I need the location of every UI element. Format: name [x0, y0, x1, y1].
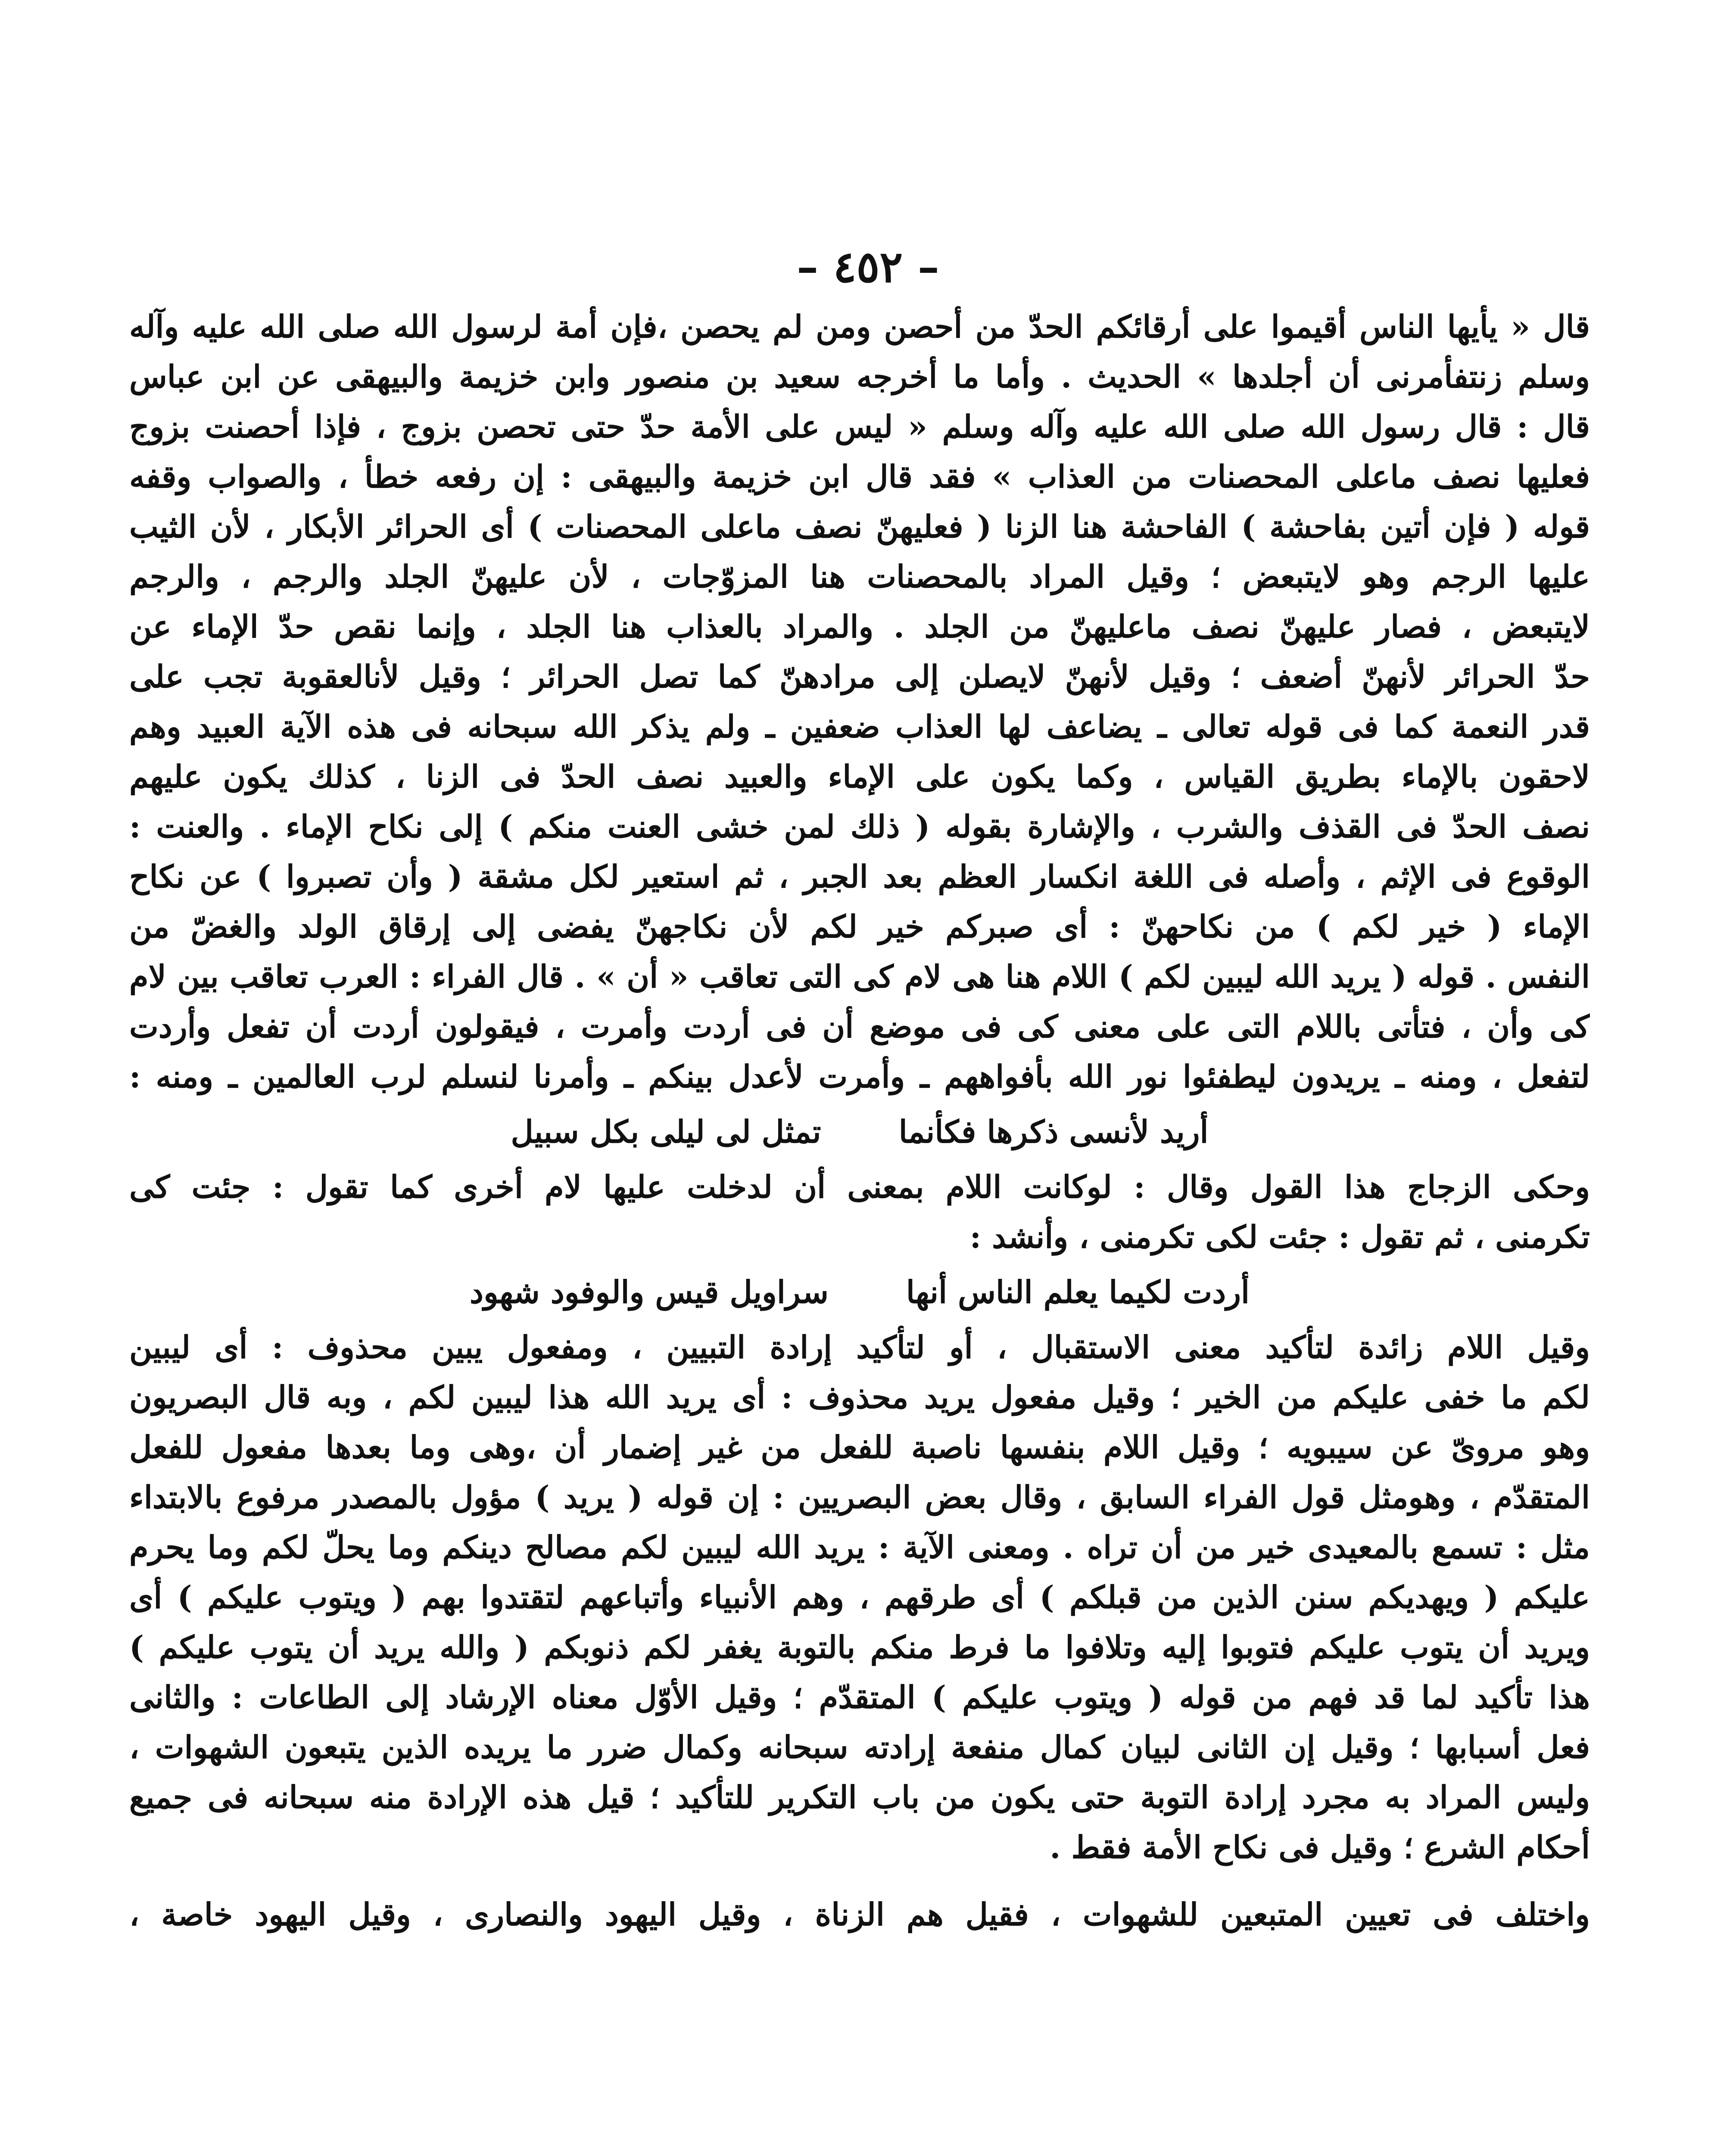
poetry-verse-1 — [129, 1102, 1590, 1162]
text-line: الإماء ( خير لكم ) من نكاحهنّ : أى صبركم خير لكم لأن نكاجهنّ يفضى إلى إرقاق الولد والغضّ من — [129, 908, 1590, 945]
text-line: النفس . قوله ( يريد الله ليبين لكم ) اللام هنا هى لام كى التى تعاقب « أن » . قال الفراء : العرب تعاقب بين لام — [129, 958, 1590, 995]
text-line: وحكى الزجاج هذا القول وقال : لوكانت اللام بمعنى أن لدخلت عليها لام أخرى كما تقول : جئت كى — [129, 1168, 1590, 1205]
text-line: ويريد أن يتوب عليكم فتوبوا إليه وتلافوا ما فرط منكم بالتوبة يغفر لكم ذنوبكم ( والله يريد أن يتوب عليكم ) — [129, 1629, 1590, 1665]
verse-first-hemistich: أردت لكيما يعلم الناس أنها — [906, 1274, 1250, 1310]
paragraph-gap — [129, 1872, 1590, 1890]
text-line: لايتبعض ، فصار عليهنّ نصف ماعليهنّ من الجلد . والمراد بالعذاب هنا الجلد ، وإنما نقص حدّ الإماء عن — [129, 608, 1590, 645]
paragraph-block-1 — [129, 302, 1590, 1940]
text-line: لاحقون بالإماء بطريق القياس ، وكما يكون على الإماء والعبيد نصف الحدّ فى الزنا ، كذلك يكون عليهم — [129, 758, 1590, 795]
text-line: عليها الرجم وهو لايتبعض ؛ وقيل المراد بالمحصنات هنا المزوّجات ، لأن عليهنّ الجلد والرجم ، والرجم — [129, 558, 1590, 595]
text-line: لتفعل ، ومنه ـ يريدون ليطفئوا نور الله بأفواههم ـ وأمرت لأعدل بينكم ـ وأمرنا لنسلم لرب العالمين ـ ومنه : — [129, 1058, 1590, 1095]
text-line: لكم ما خفى عليكم من الخير ؛ وقيل مفعول يريد محذوف : أى يريد الله هذا ليبين لكم ، وبه قال البصريون — [129, 1379, 1590, 1415]
text-line: عليكم ( ويهديكم سنن الذين من قبلكم ) أى طرقهم ، وهم الأنبياء وأتباعهم لتقتدوا بهم ( ويتوب عليكم ) أى — [129, 1579, 1590, 1615]
text-line: واختلف فى تعيين المتبعين للشهوات ، فقيل هم الزناة ، وقيل اليهود والنصارى ، وقيل اليهود خاصة ، — [129, 1896, 1590, 1933]
text-line: المتقدّم ، وهومثل قول الفراء السابق ، وقال بعض البصريين : إن قوله ( يريد ) مؤول بالمصدر مرفوع بالابتداء — [129, 1479, 1590, 1515]
text-line: تكرمنى ، ثم تقول : جئت لكى تكرمنى ، وأنشد : — [969, 1218, 1590, 1255]
poetry-verse-2 — [129, 1262, 1590, 1322]
text-line: وقيل اللام زائدة لتأكيد معنى الاستقبال ، أو لتأكيد إرادة التبيين ، ومفعول يبين محذوف : أى ليبين — [129, 1329, 1590, 1365]
page-number: – ٤٥٢ – — [797, 241, 939, 292]
text-line: أحكام الشرع ؛ وقيل فى نكاح الأمة فقط . — [1050, 1829, 1590, 1865]
verse-second-hemistich: تمثل لى ليلى بكل سبيل — [511, 1113, 821, 1150]
text-line: قال « يأيها الناس أقيموا على أرقائكم الحدّ من أحصن ومن لم يحصن ،فإن أمة لرسول الله صلى الله عليه وآله — [129, 308, 1590, 345]
text-line: حدّ الحرائر لأنهنّ أضعف ؛ وقيل لأنهنّ لايصلن إلى مرادهنّ كما تصل الحرائر ؛ وقيل لأنالعقوبة تجب على — [129, 658, 1590, 695]
text-line: وهو مروىّ عن سيبويه ؛ وقيل اللام بنفسها ناصبة للفعل من غير إضمار أن ،وهى وما بعدها مفعول للفعل — [129, 1429, 1590, 1465]
verse-second-hemistich: سراويل قيس والوفود شهود — [470, 1274, 829, 1310]
text-line: فعليها نصف ماعلى المحصنات من العذاب » فقد قال ابن خزيمة والبيهقى : إن رفعه خطأ ، والصواب وقفه — [129, 458, 1590, 495]
text-line: قوله ( فإن أتين بفاحشة ) الفاحشة هنا الزنا ( فعليهنّ نصف ماعلى المحصنات ) أى الحرائر الأبكار ، لأن الثيب — [129, 508, 1590, 545]
verse-first-hemistich: أريد لأنسى ذكرها فكأنما — [898, 1113, 1209, 1150]
text-line: وليس المراد به مجرد إرادة التوبة حتى يكون من باب التكرير للتأكيد ؛ قيل هذه الإرادة منه سبحانه فى جميع — [129, 1779, 1590, 1815]
text-line: هذا تأكيد لما قد فهم من قوله ( ويتوب عليكم ) المتقدّم ؛ وقيل الأوّل معناه الإرشاد إلى الطاعات : والثانى — [129, 1679, 1590, 1715]
text-line: قال : قال رسول الله صلى الله عليه وآله وسلم « ليس على الأمة حدّ حتى تحصن بزوج ، فإذا أحصنت بزوج — [129, 408, 1590, 445]
text-line: فعل أسبابها ؛ وقيل إن الثانى لبيان كمال منفعة إرادته سبحانه وكمال ضرر ما يريده الذين يتبعون الشهوات ، — [129, 1729, 1590, 1765]
text-line: كى وأن ، فتأتى باللام التى على معنى كى فى موضع أن فى أردت وأمرت ، فيقولون أردت أن تفعل وأردت — [129, 1008, 1590, 1045]
text-line: قدر النعمة كما فى قوله تعالى ـ يضاعف لها العذاب ضعفين ـ ولم يذكر الله سبحانه فى هذه الآية العبيد وهم — [129, 708, 1590, 745]
text-line: وسلم زنتفأمرنى أن أجلدها » الحديث . وأما ما أخرجه سعيد بن منصور وابن خزيمة والبيهقى عن ابن عباس — [129, 358, 1590, 395]
text-line: مثل : تسمع بالمعيدى خير من أن تراه . ومعنى الآية : يريد الله ليبين لكم مصالح دينكم وما يحلّ لكم وما يحرم — [129, 1529, 1590, 1565]
text-line: الوقوع فى الإثم ، وأصله فى اللغة انكسار العظم بعد الجبر ، ثم استعير لكل مشقة ( وأن تصبروا ) عن نكاح — [129, 858, 1590, 895]
text-line: نصف الحدّ فى القذف والشرب ، والإشارة بقوله ( ذلك لمن خشى العنت منكم ) إلى نكاح الإماء . والعنت : — [129, 808, 1590, 845]
